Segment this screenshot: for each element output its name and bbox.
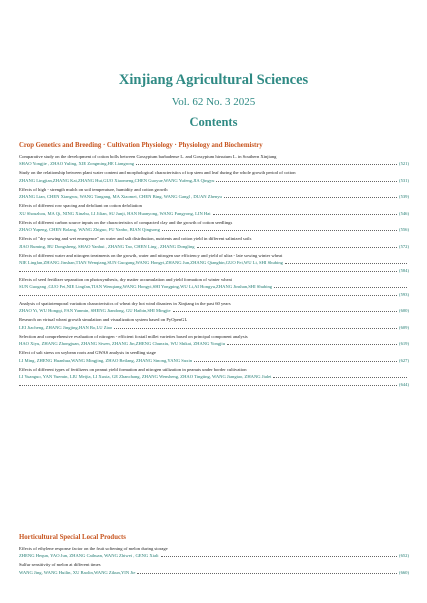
article-page-row: [19, 381, 409, 389]
leader-dots: [194, 361, 397, 362]
leader-dots: [285, 263, 407, 264]
article-page-number: (619): [399, 341, 409, 346]
article-page-number: (627): [399, 357, 409, 363]
article-authors-row: [19, 177, 409, 185]
article-authors: JIAO Ruming, BU Dongsheng, SHAO Yanhui , ZHANG Tao, CHEN Ling , ZHANG Dongling: [19, 243, 195, 249]
article-page-number: (584): [399, 267, 409, 273]
article-authors: SUN Guogang ,GUO Fei,NIE Lingfan,TIAN Wenqiang,WANG Hongyi,SHI Yongping,WU Li,AI Hongyu,ZHANG Jinshan,SHI Shubing: [19, 284, 273, 289]
leader-dots: [197, 247, 397, 248]
article-page-number: (531): [399, 177, 409, 183]
article-entry[interactable]: [19, 235, 409, 250]
article-title: Effects of "dry sowing and wet emergence" on water and salt distribution, nutrients and cotton yield in different salinized soils: [19, 236, 252, 241]
article-authors-row: [19, 357, 409, 365]
article-title: Effects of different types of fertilizers on peanut yield formation and nitrogen utilization in peanuts under border cultivation: [19, 366, 247, 372]
article-entry[interactable]: [19, 276, 409, 299]
article-page-number: (652): [399, 553, 409, 558]
article-authors: HAO Xiyu, ZHANG Zhongjuan, ZHANG Siwen, ZHANG Jin,ZHENG Chunxiu, WU Shikai, ZHANG Yongjiu: [19, 341, 225, 346]
leader-dots: [19, 271, 397, 272]
article-authors-row: [19, 324, 409, 332]
article-entry[interactable]: [19, 561, 409, 576]
article-title: Sulfur sensitivity of melon at different times: [19, 562, 101, 567]
article-authors-row: [19, 193, 409, 201]
article-page-number: (593): [399, 291, 409, 297]
article-authors: LI Ming, ZHENG Huanhua,WANG Mingjing, ZHAO Beilang, ZHANG Sinong,YANG Suxin: [19, 357, 193, 363]
article-title: Effects of different carbon source inputs on the characteristics of compacted clay and the growth of cotton seedlings: [19, 219, 233, 225]
article-title: Effects of different water and nitrogen treatments on the growth, water and nitrogen use efficiency and yield of ultra - late sowing winter wheat: [19, 252, 283, 258]
article-entry[interactable]: [19, 300, 409, 315]
leader-dots: [162, 230, 397, 231]
article-entry[interactable]: [19, 333, 409, 348]
article-entry[interactable]: [19, 252, 409, 275]
leader-dots: [216, 181, 397, 182]
article-authors-row: [19, 259, 409, 267]
article-title: Research on virtual wheat growth simulation and visualization system based on PyOpenGL: [19, 317, 188, 322]
article-page-row: [19, 291, 409, 299]
article-authors: ZHAO Yupeng, CHEN Bolang, WANG Zhiguo, FU Yanbo, BIAN Qingsong: [19, 227, 160, 232]
article-authors: ZHANG Lingjian,ZHANG Kai,ZHANG Hui,GUO Xiaomeng,CHEN Guoyue,WANG Yufeng,JIA Qingyu: [19, 177, 215, 183]
article-authors-row: [19, 210, 409, 218]
section-heading: Horticultural Special Local Products: [19, 534, 126, 541]
leader-dots: [273, 377, 407, 378]
article-authors: ZHENG Hequn, YAO Jun, ZHANG Caihuan, WANG Zhiwei , GENG Xiali: [19, 553, 159, 558]
article-authors: XU Shouzhou, MA Qi, NING Xinzhu, LI Jilian, SU Junji, HAN Huanyong, WANG Fangyong, LIN Hai: [19, 210, 211, 216]
article-title: Effects of seed fertilizer separation on photosynthesis, dry matter accumulation and yield formation of winter wheat: [19, 276, 232, 282]
article-title: Study on the relationship between plant water content and morphological characteristics of top stem and leaf during the whole growth period of cotton: [19, 170, 296, 175]
article-entry[interactable]: [19, 545, 409, 560]
leader-dots: [114, 328, 397, 329]
article-title: Comparative study on the development of cotton bolls between Gossypium barbadense L. and Gossypium hirsutum L. in Southern Xinjiang: [19, 153, 277, 159]
article-entry[interactable]: [19, 366, 409, 389]
article-page-number: (521): [399, 161, 409, 166]
article-authors-row: [19, 283, 409, 291]
article-authors: NIE Lingfan,ZHANG Jinshan,TIAN Wenqiang,SUN Guogang,WANG Hongyi,ZHANG Jun,ZHANG Qiangbin,GUO Fei,WU Li, SHI Shubing: [19, 260, 283, 265]
section-horticulture: [19, 533, 409, 576]
article-authors: ZHAO Yi, WU Hongqi, FAN Yanmin, SHENG Jiandong, GU Haibin,SHI Mingjie: [19, 308, 171, 313]
article-entry[interactable]: [19, 153, 409, 168]
article-entry[interactable]: [19, 169, 409, 184]
article-authors-row: [19, 373, 409, 381]
article-entry[interactable]: [19, 316, 409, 331]
article-entry[interactable]: [19, 202, 409, 217]
article-authors-row: [19, 340, 409, 348]
leader-dots: [213, 214, 397, 215]
article-page-number: (572): [399, 243, 409, 249]
article-authors: LEI Jiacheng, ZHANG Jingjing,HAN Bo,LU Ziao: [19, 324, 113, 330]
leader-dots: [161, 556, 397, 557]
article-entry[interactable]: [19, 219, 409, 234]
article-page-number: (609): [399, 324, 409, 330]
journal-title: Xinjiang Agricultural Sciences: [118, 72, 309, 88]
article-authors-row: [19, 243, 409, 251]
article-authors-row: [19, 307, 409, 315]
article-entry[interactable]: [19, 186, 409, 201]
article-authors-row: [19, 569, 409, 577]
issue-line: Vol. 62 No. 3 2025: [171, 96, 256, 108]
article-title: Effect of salt stress on soybean roots and GWAS analysis in seedling stage: [19, 350, 156, 355]
article-page-number: (546): [399, 210, 409, 216]
article-entry[interactable]: [19, 349, 409, 364]
article-page-number: (600): [399, 308, 409, 313]
leader-dots: [19, 385, 397, 386]
article-page-number: (539): [399, 194, 409, 199]
article-authors-row: [19, 226, 409, 234]
contents-title: Contents: [189, 115, 238, 129]
leader-dots: [136, 164, 397, 165]
section-crop-genetics: [19, 141, 409, 388]
leader-dots: [274, 287, 407, 288]
leader-dots: [224, 197, 397, 198]
leader-dots: [227, 344, 397, 345]
article-title: Selection and comprehensive evaluation of nitrogen - efficient foxtail millet varieties based on principal component analysis: [19, 333, 248, 339]
article-authors-row: [19, 552, 409, 560]
section-heading: Crop Genetics and Breeding · Cultivation Physiology · Physiology and Biochemistry: [19, 142, 263, 149]
article-page-number: (556): [399, 227, 409, 232]
article-page-number: (644): [399, 381, 409, 387]
article-authors: SHAO Yongjie , ZHAO Yuling, XIE Zongming,HE Liangrong: [19, 161, 135, 166]
article-authors: WANG Jing, WANG Huilin, XU Baolin,WANG Zikun,YIN Jie: [19, 569, 136, 575]
leader-dots: [137, 573, 397, 574]
article-title: Analysis of spatiotemporal variation characteristics of wheat dry hot wind disasters in Xinjiang in the past 60 years: [19, 300, 231, 306]
article-title: Effects of high - strength mulch on soil temperature, humidity and cotton growth: [19, 186, 168, 192]
leader-dots: [19, 295, 397, 296]
article-authors: LI Yuanguo, YAN Yuemin, LIU Meijia, LI Xuxia, GE Zhanchang, ZHANG Wensheng, ZHAO Tingting, WANG Jiangtao, ZHANG Jialei: [19, 374, 272, 379]
article-page-row: [19, 267, 409, 275]
article-title: Effects of ethylene response factor on the fruit softening of melon during storage: [19, 545, 168, 551]
article-page-number: (660): [399, 569, 409, 575]
article-authors-row: [19, 160, 409, 168]
article-authors: ZHANG Lian, CHEN Xiangwu, WANG Tangang, MA Xiaomei, CHEN Bing, WANG Gangl , DUAN Zhenyu: [19, 194, 222, 199]
article-title: Effects of different row spacing and defoliant on cotton defoliation: [19, 203, 142, 208]
leader-dots: [173, 311, 398, 312]
